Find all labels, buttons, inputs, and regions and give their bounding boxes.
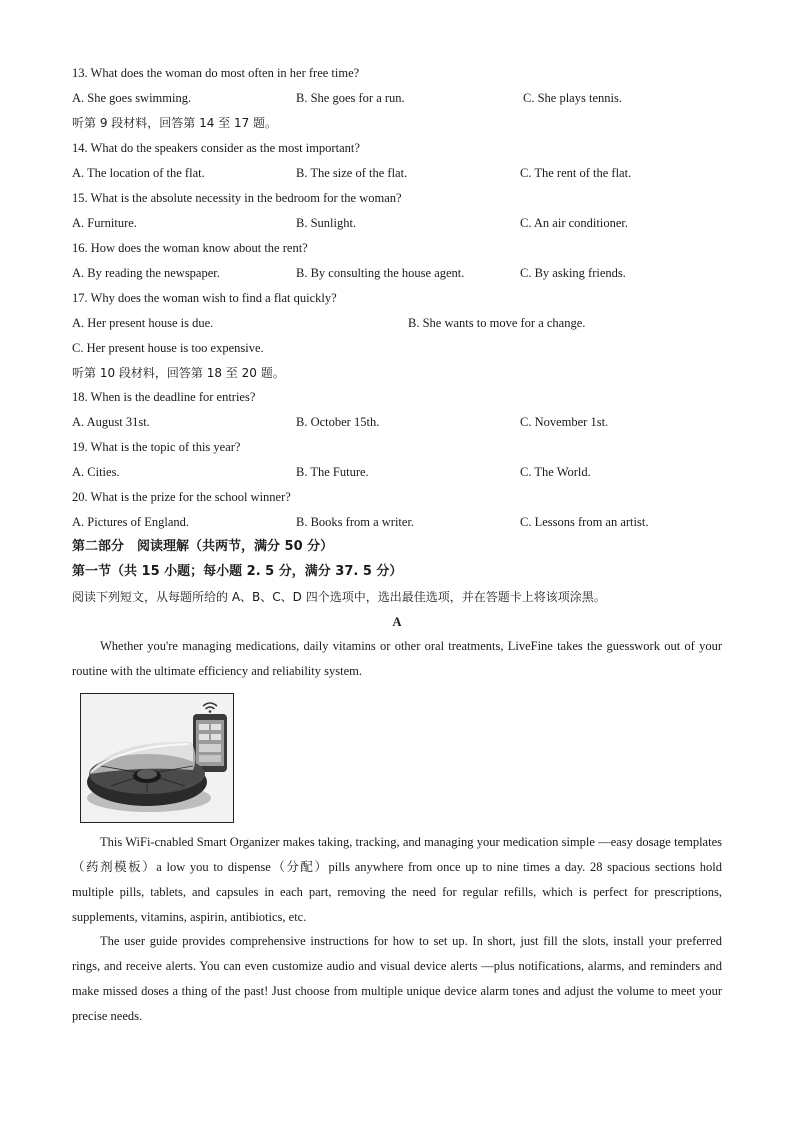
question-16-option-b: B. By consulting the house agent. xyxy=(296,266,465,280)
part-2-heading: 第二部分 阅读理解（共两节，满分 50 分） xyxy=(72,539,334,554)
question-18-stem: 18. When is the deadline for entries? xyxy=(72,390,256,404)
question-17-stem: 17. Why does the woman wish to find a flat quickly? xyxy=(72,291,337,305)
question-13-option-a: A. She goes swimming. xyxy=(72,91,192,105)
question-15-stem: 15. What is the absolute necessity in the bedroom for the woman? xyxy=(72,191,402,205)
question-18-option-b: B. October 15th. xyxy=(296,415,380,429)
question-17-option-a: A. Her present house is due. xyxy=(72,316,214,330)
question-13-option-b: B. She goes for a run. xyxy=(296,91,405,105)
question-14-option-a: A. The location of the flat. xyxy=(72,166,205,180)
question-19-option-a: A. Cities. xyxy=(72,465,120,479)
question-18-option-a: A. August 31st. xyxy=(72,415,150,429)
question-15-option-c: C. An air conditioner. xyxy=(520,216,628,230)
passage-letter: A xyxy=(392,615,402,629)
section-10-instruction: 听第 10 段材料，回答第 18 至 20 题。 xyxy=(72,366,285,380)
question-14-stem: 14. What do the speakers consider as the most important? xyxy=(72,141,360,155)
pill-organizer-photo xyxy=(80,693,234,823)
question-19-option-c: C. The World. xyxy=(520,465,591,479)
question-20-option-c: C. Lessons from an artist. xyxy=(520,515,649,529)
question-18-option-c: C. November 1st. xyxy=(520,415,609,429)
passage-paragraph-1: Whether you're managing medications, daily vitamins or other oral treatments, LiveFine takes the guesswork out of your routine with the ultimate efficiency and reliability system. xyxy=(72,639,722,678)
question-13-option-c: C. She plays tennis. xyxy=(523,91,622,105)
question-14-option-c: C. The rent of the flat. xyxy=(520,166,632,180)
section-1-heading: 第一节（共 15 小题；每小题 2. 5 分，满分 37. 5 分） xyxy=(72,564,403,579)
pill-organizer-illustration-icon xyxy=(81,694,233,822)
question-16-option-a: A. By reading the newspaper. xyxy=(72,266,220,280)
question-19-stem: 19. What is the topic of this year? xyxy=(72,440,241,454)
question-20-option-a: A. Pictures of England. xyxy=(72,515,189,529)
passage-paragraph-2: This WiFi-cnabled Smart Organizer makes taking, tracking, and managing your medication simple —easy dosage templates （药剂模板）a low you to dispense（分配）pills anywhere from once up to nine times a day. 28 spacious sections hold multiple pills, tablets, and capsules in each part, removing the need for regular refills, which is perfect for prescriptions, supplements, vitamins, aspirin, antibiotics, etc. xyxy=(72,835,722,924)
question-16-option-c: C. By asking friends. xyxy=(520,266,626,280)
question-16-stem: 16. How does the woman know about the rent? xyxy=(72,241,308,255)
question-20-stem: 20. What is the prize for the school winner? xyxy=(72,490,291,504)
question-15-option-b: B. Sunlight. xyxy=(296,216,357,230)
question-20-option-b: B. Books from a writer. xyxy=(296,515,415,529)
question-19-option-b: B. The Future. xyxy=(296,465,369,479)
question-17-option-c: C. Her present house is too expensive. xyxy=(72,341,264,355)
passage-paragraph-3: The user guide provides comprehensive instructions for how to set up. In short, just fill the slots, install your preferred rings, and receive alerts. You can even customize audio and visual device alerts —plus notifications, alarms, and reminders and make missed doses a thing of the past! Just choose from multiple unique device alarm tones and adjust the volume to meet your precise needs. xyxy=(72,934,722,1023)
question-13-stem: 13. What does the woman do most often in her free time? xyxy=(72,66,360,80)
question-17-option-b: B. She wants to move for a change. xyxy=(408,316,586,330)
question-14-option-b: B. The size of the flat. xyxy=(296,166,408,180)
question-15-option-a: A. Furniture. xyxy=(72,216,137,230)
section-9-instruction: 听第 9 段材料，回答第 14 至 17 题。 xyxy=(72,116,278,130)
reading-instructions: 阅读下列短文，从每题所给的 A、B、C、D 四个选项中，选出最佳选项，并在答题卡上将该项涂黑。 xyxy=(72,590,606,604)
